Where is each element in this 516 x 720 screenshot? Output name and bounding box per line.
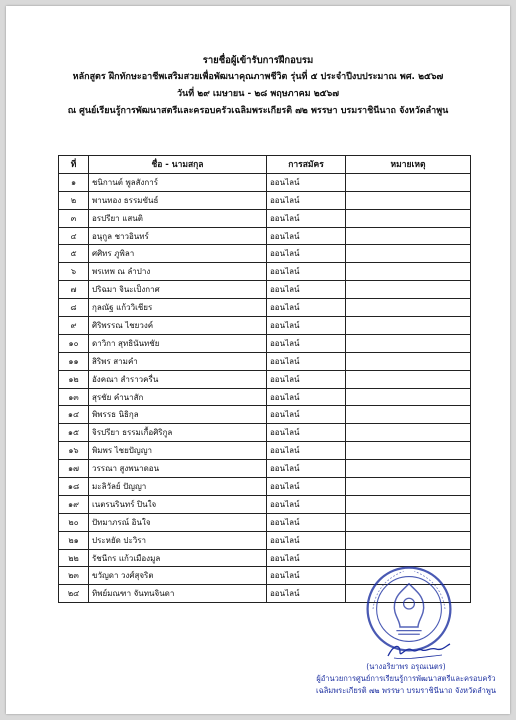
row-registration: ออนไลน์ bbox=[267, 531, 346, 549]
row-registration: ออนไลน์ bbox=[267, 263, 346, 281]
row-number: ๒๒ bbox=[59, 549, 89, 567]
row-number: ๑ bbox=[59, 173, 89, 191]
row-remarks bbox=[346, 513, 471, 531]
row-registration: ออนไลน์ bbox=[267, 585, 346, 603]
row-registration: ออนไลน์ bbox=[267, 370, 346, 388]
training-location: ณ ศูนย์เรียนรู้การพัฒนาสตรีและครอบครัวเฉลิมพระเกียรติ ๗๒ พรรษา บรมราชินีนาถ จังหวัดลำพูน bbox=[67, 106, 449, 116]
table-row bbox=[59, 173, 471, 191]
table-row bbox=[59, 370, 471, 388]
row-name: ปัทมาภรณ์ อินใจ bbox=[89, 513, 267, 531]
row-registration: ออนไลน์ bbox=[267, 424, 346, 442]
row-number: ๑๔ bbox=[59, 406, 89, 424]
row-name: กุลณัฐ แก้ววิเชียร bbox=[89, 299, 267, 317]
row-number: ๑๒ bbox=[59, 370, 89, 388]
row-remarks bbox=[346, 191, 471, 209]
col-header-remarks: หมายเหตุ bbox=[346, 156, 471, 174]
row-number: ๑๖ bbox=[59, 442, 89, 460]
col-header-registration: การสมัคร bbox=[267, 156, 346, 174]
row-name: เนตรนรินทร์ ปินใจ bbox=[89, 495, 267, 513]
row-name: สิริพร สามคำ bbox=[89, 352, 267, 370]
row-remarks bbox=[346, 478, 471, 496]
table-row bbox=[59, 406, 471, 424]
row-number: ๓ bbox=[59, 209, 89, 227]
document-header bbox=[6, 52, 510, 120]
row-remarks bbox=[346, 495, 471, 513]
row-name: วรรณา สูงพนาดอน bbox=[89, 460, 267, 478]
row-registration: ออนไลน์ bbox=[267, 209, 346, 227]
row-remarks bbox=[346, 263, 471, 281]
row-name: ขวัญดา วงศ์สุจริต bbox=[89, 567, 267, 585]
row-registration: ออนไลน์ bbox=[267, 460, 346, 478]
training-dates: วันที่ ๒๙ เมษายน - ๒๘ พฤษภาคม ๒๕๖๗ bbox=[177, 89, 339, 99]
participant-table bbox=[58, 155, 471, 603]
row-remarks bbox=[346, 388, 471, 406]
table-row bbox=[59, 531, 471, 549]
row-remarks bbox=[346, 442, 471, 460]
table-row bbox=[59, 299, 471, 317]
row-name: ประหยัด ปะวิรา bbox=[89, 531, 267, 549]
table-row bbox=[59, 495, 471, 513]
row-number: ๑๑ bbox=[59, 352, 89, 370]
table-row bbox=[59, 334, 471, 352]
row-remarks bbox=[346, 406, 471, 424]
row-name: พิมพร ไชยปัญญา bbox=[89, 442, 267, 460]
row-registration: ออนไลน์ bbox=[267, 352, 346, 370]
row-name: รัชนีกร แก้วเมืองมูล bbox=[89, 549, 267, 567]
table-row bbox=[59, 513, 471, 531]
row-registration: ออนไลน์ bbox=[267, 317, 346, 335]
row-remarks bbox=[346, 424, 471, 442]
course-title: หลักสูตร ฝึกทักษะอาชีพเสริมสวยเพื่อพัฒนาคุณภาพชีวิต รุ่นที่ ๕ ประจำปีงบประมาณ พศ. ๒๕๖๗ bbox=[72, 72, 444, 82]
table-row bbox=[59, 478, 471, 496]
row-remarks bbox=[346, 281, 471, 299]
row-number: ๗ bbox=[59, 281, 89, 299]
table-row bbox=[59, 281, 471, 299]
row-number: ๑๗ bbox=[59, 460, 89, 478]
row-number: ๒๑ bbox=[59, 531, 89, 549]
row-remarks bbox=[346, 334, 471, 352]
row-remarks bbox=[346, 227, 471, 245]
row-registration: ออนไลน์ bbox=[267, 227, 346, 245]
row-name: อนุกูล ชาวอินทร์ bbox=[89, 227, 267, 245]
row-number: ๑๘ bbox=[59, 478, 89, 496]
row-number: ๒๐ bbox=[59, 513, 89, 531]
row-remarks bbox=[346, 352, 471, 370]
table-row bbox=[59, 442, 471, 460]
table-row bbox=[59, 460, 471, 478]
row-registration: ออนไลน์ bbox=[267, 334, 346, 352]
row-name: มะลิวัลย์ ปัญญา bbox=[89, 478, 267, 496]
table-row bbox=[59, 263, 471, 281]
row-registration: ออนไลน์ bbox=[267, 245, 346, 263]
row-remarks bbox=[346, 173, 471, 191]
row-name: ทิพย์มณฑา จันทนจินดา bbox=[89, 585, 267, 603]
table-row bbox=[59, 245, 471, 263]
row-number: ๒ bbox=[59, 191, 89, 209]
row-number: ๕ bbox=[59, 245, 89, 263]
table-row bbox=[59, 352, 471, 370]
signatory-block bbox=[302, 661, 510, 697]
row-number: ๖ bbox=[59, 263, 89, 281]
row-registration: ออนไลน์ bbox=[267, 299, 346, 317]
row-number: ๑๓ bbox=[59, 388, 89, 406]
signatory-name: (นางอริยาพร อรุณเนตร) bbox=[366, 662, 446, 671]
document-page bbox=[6, 6, 510, 714]
row-name: พานทอง ธรรมขันธ์ bbox=[89, 191, 267, 209]
row-name: อรปรียา แสนติ bbox=[89, 209, 267, 227]
row-name: ศศิทร ภูพิลา bbox=[89, 245, 267, 263]
row-remarks bbox=[346, 370, 471, 388]
row-number: ๔ bbox=[59, 227, 89, 245]
row-remarks bbox=[346, 209, 471, 227]
row-name: จิรปรียา ธรรมเกื้อศิริกูล bbox=[89, 424, 267, 442]
row-registration: ออนไลน์ bbox=[267, 478, 346, 496]
row-name: สุรชัย คำนาสัก bbox=[89, 388, 267, 406]
row-number: ๑๐ bbox=[59, 334, 89, 352]
signatory-position-line1: ผู้อำนวยการศูนย์การเรียนรู้การพัฒนาสตรีและครอบครัว bbox=[316, 674, 496, 683]
row-name: ศิริพรรณ ไชยวงค์ bbox=[89, 317, 267, 335]
table-row bbox=[59, 209, 471, 227]
row-remarks bbox=[346, 299, 471, 317]
row-number: ๑๙ bbox=[59, 495, 89, 513]
row-registration: ออนไลน์ bbox=[267, 567, 346, 585]
row-number: ๘ bbox=[59, 299, 89, 317]
row-remarks bbox=[346, 531, 471, 549]
row-name: อังคณา สำราวครื่น bbox=[89, 370, 267, 388]
table-row bbox=[59, 227, 471, 245]
row-registration: ออนไลน์ bbox=[267, 549, 346, 567]
row-number: ๒๓ bbox=[59, 567, 89, 585]
table-row bbox=[59, 424, 471, 442]
row-remarks bbox=[346, 460, 471, 478]
row-name: ดาวิกา สุทธินันทชัย bbox=[89, 334, 267, 352]
signatory-position-line2: เฉลิมพระเกียรติ ๗๒ พรรษา บรมราชินีนาถ จังหวัดลำพูน bbox=[316, 686, 496, 695]
document-title: รายชื่อผู้เข้ารับการฝึกอบรม bbox=[202, 55, 314, 66]
row-name: พิพรรธ นิธิกุล bbox=[89, 406, 267, 424]
row-registration: ออนไลน์ bbox=[267, 513, 346, 531]
row-registration: ออนไลน์ bbox=[267, 406, 346, 424]
row-registration: ออนไลน์ bbox=[267, 191, 346, 209]
col-header-number: ที่ bbox=[59, 156, 89, 174]
row-number: ๑๕ bbox=[59, 424, 89, 442]
row-number: ๙ bbox=[59, 317, 89, 335]
row-registration: ออนไลน์ bbox=[267, 281, 346, 299]
row-name: พรเทพ ณ ลำปาง bbox=[89, 263, 267, 281]
table-header-row bbox=[59, 156, 471, 174]
row-registration: ออนไลน์ bbox=[267, 173, 346, 191]
row-name: ชนิกานต์ พูลสังการ์ bbox=[89, 173, 267, 191]
row-remarks bbox=[346, 317, 471, 335]
row-registration: ออนไลน์ bbox=[267, 495, 346, 513]
row-name: ปริฉมา จินะเป็งกาศ bbox=[89, 281, 267, 299]
table-row bbox=[59, 191, 471, 209]
table-row bbox=[59, 388, 471, 406]
row-remarks bbox=[346, 245, 471, 263]
col-header-name: ชื่อ - นามสกุล bbox=[89, 156, 267, 174]
row-registration: ออนไลน์ bbox=[267, 442, 346, 460]
row-number: ๒๔ bbox=[59, 585, 89, 603]
table-row bbox=[59, 317, 471, 335]
row-registration: ออนไลน์ bbox=[267, 388, 346, 406]
